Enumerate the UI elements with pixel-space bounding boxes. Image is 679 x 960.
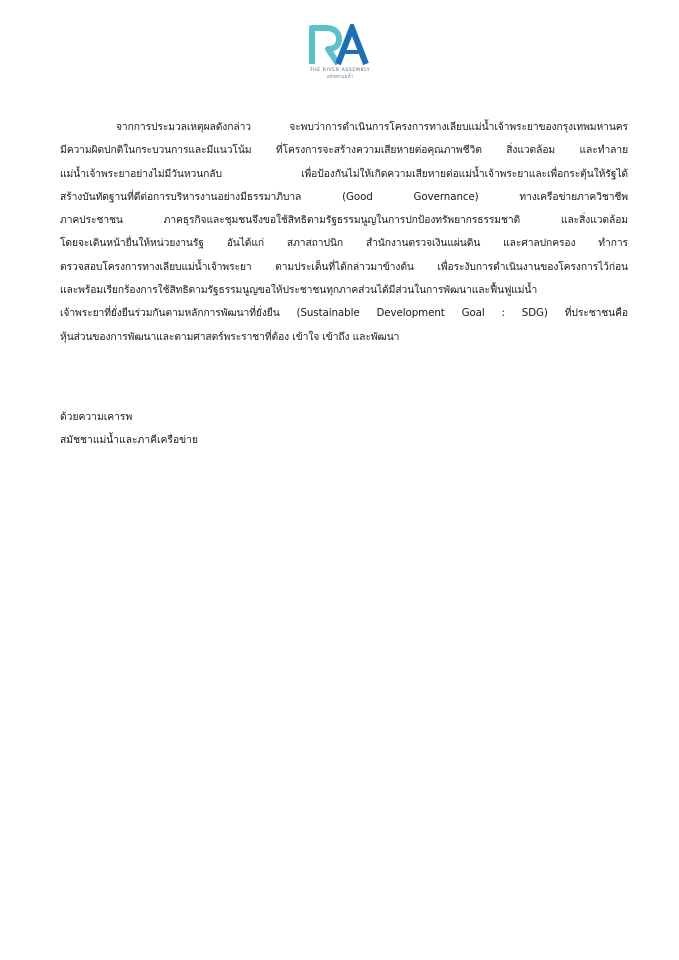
ra-logo-mark-icon (308, 24, 372, 66)
letter-line: โดยจะเดินหน้ายื่นให้หน่วยงานรัฐ อันได้แก่ สภาสถาปนิก สำนักงานตรวจเงินแผ่นดิน และศาลปกครอง ทำการ (60, 237, 628, 250)
letter-closing (60, 406, 198, 452)
letter-line: สร้างบันทัดฐานที่ดีต่อการบริหารงานอย่างมีธรรมาภิบาล (Good Governance) ทางเครือข่ายภาควิชาชีพ (60, 190, 628, 203)
signature: สมัชชาแม่น้ำและภาคีเครือข่าย (60, 434, 198, 446)
letter-line: หุ้นส่วนของการพัฒนาและตามศาสตร์พระราชาที่ต้อง เข้าใจ เข้าถึง และพัฒนา (60, 330, 400, 343)
letter-line: แม่น้ำเจ้าพระยาอย่างไม่มีวันหวนกลับ เพื่อป้องกันไม่ให้เกิดความเสียหายต่อแม่น้ำเจ้าพระยาและเพื่อกระตุ้นให้รัฐได้ (60, 167, 628, 180)
letter-line: จากการประมวลเหตุผลดังกล่าว จะพบว่าการดำเนินการโครงการทางเลียบแม่น้ำเจ้าพระยาของกรุงเทพมหานคร (116, 121, 628, 133)
letter-line: ตรวจสอบโครงการทางเลียบแม่น้ำเจ้าพระยา ตามประเด็นที่ได้กล่าวมาข้างต้น เพื่อระงับการดำเนินงานของโครงการไว้ก่อน (60, 260, 628, 273)
logo-name: THE RIVER ASSEMBLY (309, 68, 371, 73)
letter-body (60, 116, 628, 349)
letter-line: และพร้อมเรียกร้องการใช้สิทธิตามรัฐธรรมนูญขอให้ประชาชนทุกภาคส่วนได้มีส่วนในการพัฒนาและฟื้นฟูแม่น้ำ (60, 284, 538, 297)
letter-line: เจ้าพระยาที่ยั่งยืนร่วมกันตามหลักการพัฒนาที่ยั่งยืน (Sustainable Development Goal : SDG) ที่ประชาชนคือ (60, 307, 628, 320)
closing-salutation: ด้วยความเคารพ (60, 411, 133, 423)
river-assembly-logo (300, 24, 380, 94)
logo-subtitle: สมัชชาแม่น้ำ (326, 75, 354, 80)
letter-line: มีความผิดปกติในกระบวนการและมีแนวโน้ม ที่โครงการจะสร้างความเสียหายต่อคุณภาพชีวิต สิ่งแวดล้อม และทำลาย (60, 144, 628, 157)
letter-line: ภาคประชาชน ภาคธุรกิจและชุมชนจึงขอใช้สิทธิตามรัฐธรรมนูญในการปกป้องทรัพยากรธรรมชาติ และสิ่งแวดล้อม (60, 214, 628, 227)
